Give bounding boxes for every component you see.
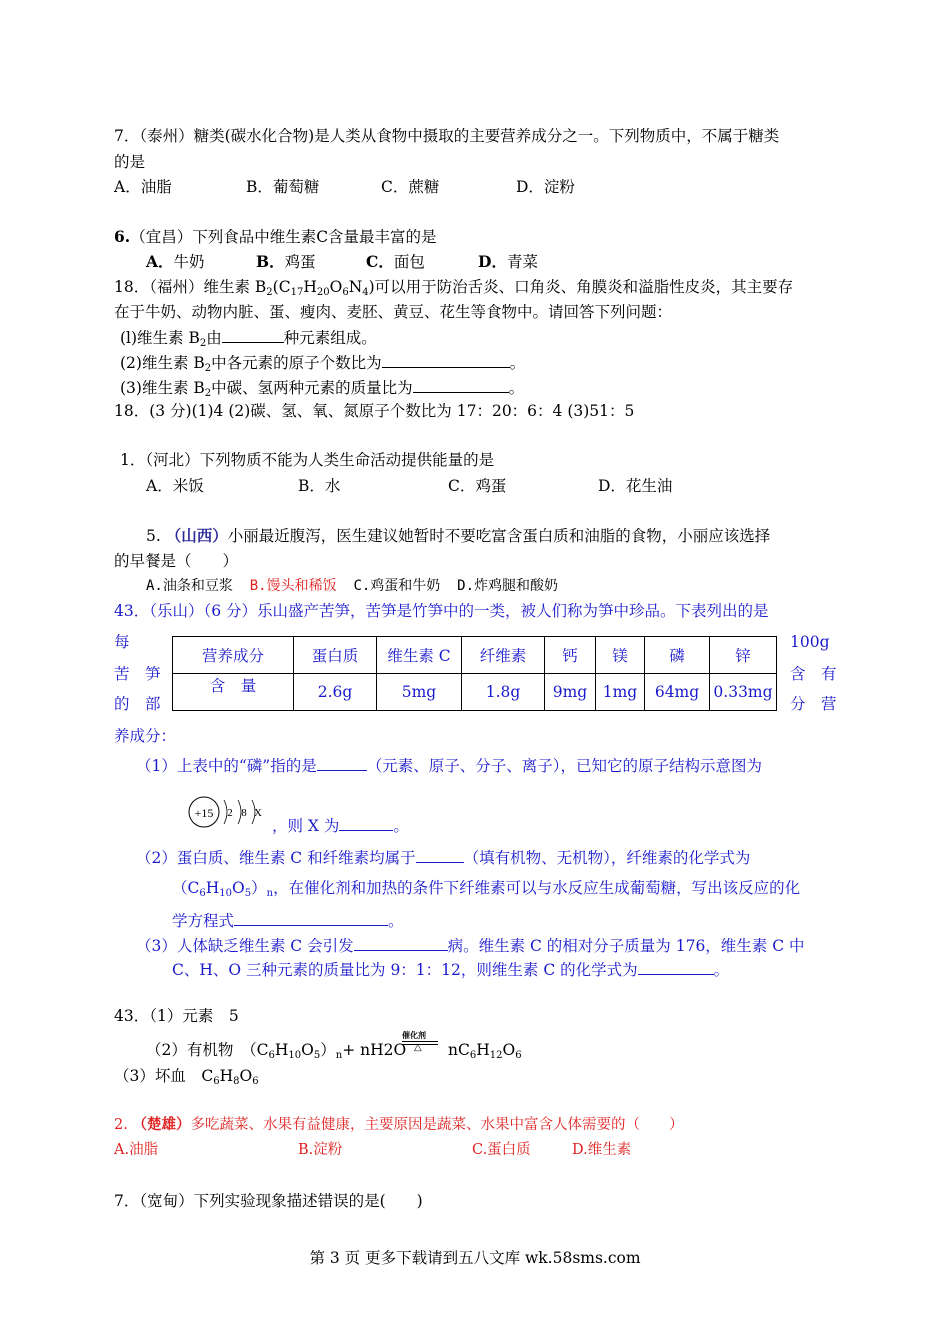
q18-part1: (l)维生素 $B_2$由 种元素组成。 [120,326,377,354]
q1-option-c: C．鸡蛋 [448,477,507,495]
table-header-cell: 纤维素 [462,637,545,674]
q1-option-a: A．米饭 [146,477,204,495]
table-header-cell: 维生素 C [377,637,462,674]
table-row [173,674,777,711]
a43-product: $nC_6H_{12}O_6$ [448,1041,522,1061]
q43-line1: 43．（乐山）（6 分）乐山盛产苦笋，苦笋是竹笋中的一类，被人们称为笋中珍品。下表列出的是 [114,602,769,620]
blank[interactable] [317,754,367,771]
table-cell: 2.6g [294,674,377,711]
q7a-line2: 的是 [114,153,146,171]
q6-stem [114,227,437,247]
q43-tail: 养成分： [114,727,177,745]
table-header-cell: 磷 [645,637,710,674]
blank[interactable] [416,846,464,863]
q7a-option-c: C．蔗糖 [381,178,440,196]
q7a-option-d: D．淀粉 [516,178,575,196]
q43-part2-line2: $(C_6H_{10}O_5)_n$，在催化剂和加热的条件下纤维素可以与水反应生成葡萄糖，写出该反应的化 [172,879,801,899]
a43-line3: （3）坏血 $C_6H_8O_6$ [114,1067,259,1087]
catalyst-label: 催化剂 [402,1030,426,1040]
q18-part2: (2)维生素 $B_2$中各元素的原子个数比为 。 [120,351,525,379]
table-row-label: 含 量 [173,674,294,711]
table-cell: 5mg [377,674,462,711]
q18-answer: 18．(3 分)(1)4 (2)碳、氢、氧、氮原子个数比为 17：20：6：4 (3)51：5 [114,402,635,420]
q18-line2: 在于牛奶、动物内脏、蛋、瘦肉、麦胚、黄豆、花生等食物中。请回答下列问题： [114,303,673,321]
atom-shell-2: 8 [241,807,247,819]
q6-option-b: B．鸡蛋 [256,252,316,271]
q43-right-3: 分 营 [790,695,837,713]
q43-part2-line3: 学方程式 。 [172,909,404,931]
a43-line2: （2）有机物 $(C_6H_{10}O_5)_n+ nH2O$ [146,1041,407,1061]
q6-option-d: D．青菜 [478,252,538,271]
atom-shell-3: X [254,807,262,819]
table-header-cell: 锌 [710,637,777,674]
table-header-cell: 钙 [545,637,596,674]
table-cell: 9mg [545,674,596,711]
q2-option-c: C.蛋白质 [472,1142,531,1158]
q43-right-1: 100g [790,633,830,651]
table-cell: 0.33mg [710,674,777,711]
heat-symbol: △ [414,1042,422,1053]
blank[interactable] [354,934,448,951]
q43-part2-line1: （2）蛋白质、维生素 C 和纤维素均属于 （填有机物、无机物），纤维素的化学式为 [136,846,750,868]
table-cell: 64mg [645,674,710,711]
a43-line1: 43．（1）元素 5 [114,1007,239,1025]
table-cell: 1.8g [462,674,545,711]
table-cell: 1mg [596,674,645,711]
q2-stem: 2. （楚雄）多吃蔬菜、水果有益健康，主要原因是蔬菜、水果中富含人体需要的（ ） [114,1116,684,1133]
q43-right-2: 含 有 [790,665,837,683]
q5-line2: 的早餐是（ ） [114,552,239,570]
q1-option-b: B．水 [298,477,341,495]
q5-options: A.油条和豆浆 B.馒头和稀饭 C.鸡蛋和牛奶 D.炸鸡腿和酸奶 [146,578,559,594]
table-header-cell: 镁 [596,637,645,674]
q43-part1-x: ，则 X 为 。 [272,814,409,836]
q2-option-a: A.油脂 [114,1142,159,1158]
table-header-cell: 营养成分 [173,637,294,674]
q7a-option-a: A．油脂 [114,178,172,196]
phosphorus-atom-diagram [186,794,270,830]
q5-line1: 5. （山西）小丽最近腹泻，医生建议她暂时不要吃富含蛋白质和油脂的食物，小丽应该选择 [146,526,771,545]
q18-line1: 18．（福州）维生素 $B_2(C_{17}H_{20}O_6N_4)$可以用于防治舌炎、口角炎、角膜炎和溢脂性皮炎，其主要存 [114,278,794,298]
blank[interactable] [234,909,388,926]
q43-left-1: 每 [114,633,130,651]
q1-stem: 1．（河北）下列物质不能为人类生命活动提供能量的是 [120,451,495,469]
q18-part3: (3)维生素 $B_2$中碳、氢两种元素的质量比为 。 [120,376,524,404]
q43-part3-line2: C、H、O 三种元素的质量比为 9：1：12，则维生素 C 的化学式为 。 [172,958,729,980]
q6-option-a: A．牛奶 [146,252,205,271]
nutrition-table [172,636,777,711]
page-footer: 第 3 页 更多下载请到五八文库 wk.58sms.com [309,1249,641,1267]
table-header-cell: 蛋白质 [294,637,377,674]
blank[interactable] [413,376,509,393]
blank[interactable] [638,958,714,975]
q6-number: 6. [114,227,131,246]
q2-option-b: B.淀粉 [298,1142,343,1158]
q2-option-d: D.维生素 [572,1142,632,1158]
blank[interactable] [382,351,510,368]
q43-part3-line1: （3）人体缺乏维生素 C 会引发 病。维生素 C 的相对分子质量为 176，维生素 C 中 [136,934,805,956]
atom-shell-1: 2 [227,807,233,819]
blank[interactable] [222,326,284,343]
q6-option-c: C．面包 [366,252,425,271]
q7b-stem: 7．（宽甸）下列实验现象描述错误的是( ) [114,1192,423,1210]
q43-left-3: 的 部 [114,695,161,713]
q7a-option-b: B．葡萄糖 [246,178,320,196]
q7a-line1: 7．（泰州）糖类(碳水化合物)是人类从食物中摄取的主要营养成分之一。下列物质中，不属于糖类 [114,127,780,145]
blank[interactable] [339,814,393,831]
q43-left-2: 苦 笋 [114,665,161,683]
q43-part1: （1）上表中的“磷”指的是 （元素、原子、分子、离子），已知它的原子结构示意图为 [136,754,762,776]
atom-nucleus: +15 [194,806,214,820]
table-header-row [173,637,777,674]
q6-text: （宜昌）下列食品中维生素C含量最丰富的是 [130,228,437,246]
q1-option-d: D．花生油 [598,477,673,495]
